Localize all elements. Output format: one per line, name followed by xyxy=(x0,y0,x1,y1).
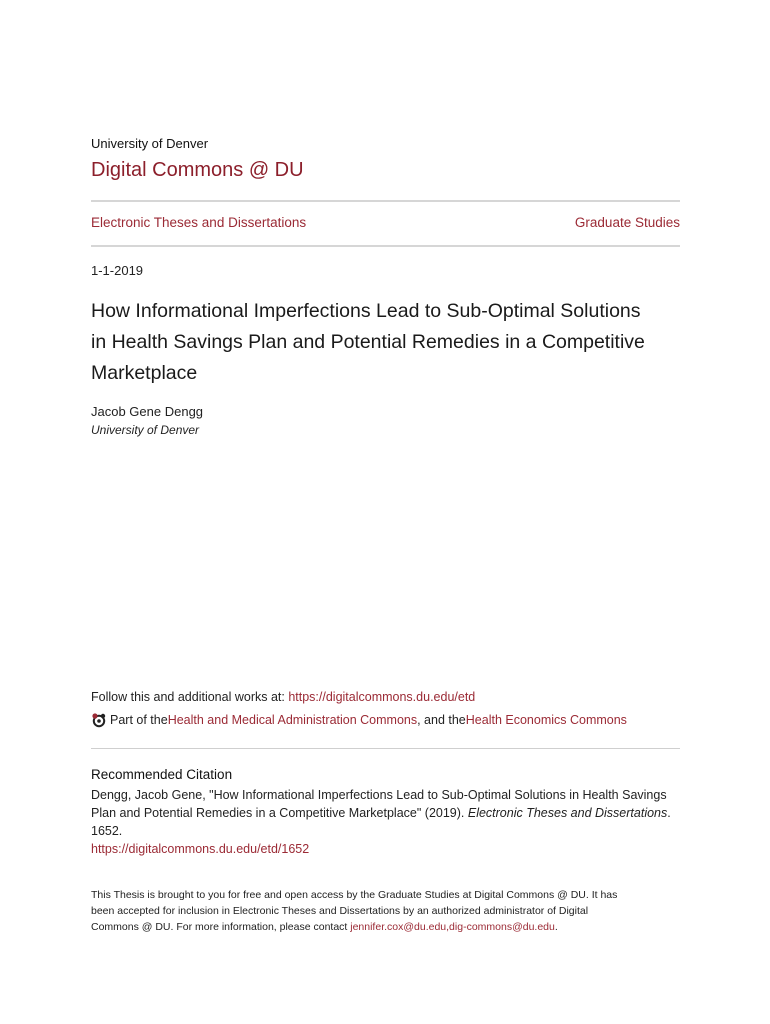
document-title xyxy=(91,296,691,389)
citation-url-link[interactable]: https://digitalcommons.du.edu/etd/1652 xyxy=(91,842,310,856)
follow-text: Follow this and additional works at: xyxy=(91,690,289,704)
author-affiliation: University of Denver xyxy=(91,423,200,437)
part-of-middle: , and the xyxy=(417,713,466,727)
notice-text: Commons @ DU. For more information, please contact xyxy=(91,921,351,933)
access-notice xyxy=(91,887,671,935)
recommended-citation-heading: Recommended Citation xyxy=(91,767,233,782)
citation-divider xyxy=(91,748,680,749)
collection-link-etd[interactable]: Electronic Theses and Dissertations xyxy=(91,215,307,230)
citation-line: Dengg, Jacob Gene, "How Informational Imperfections Lead to Sub-Optimal Solutions in Health Savings xyxy=(91,788,667,802)
notice-line: This Thesis is brought to you for free and open access by the Graduate Studies at Digital Commons @ DU. It has xyxy=(91,889,618,901)
health-medical-admin-commons-link[interactable]: Health and Medical Administration Commons xyxy=(167,713,418,727)
citation-text: Plan and Potential Remedies in a Competitive Marketplace" (2019). xyxy=(91,806,468,820)
follow-line xyxy=(91,690,475,704)
citation-line xyxy=(91,804,681,822)
notice-line xyxy=(91,919,671,935)
author-name: Jacob Gene Dengg xyxy=(91,404,204,419)
collection-link-graduate-studies[interactable]: Graduate Studies xyxy=(574,215,680,230)
part-of-prefix: Part of the xyxy=(110,713,168,727)
collection-divider xyxy=(91,245,680,247)
title-line: How Informational Imperfections Lead to Sub-Optimal Solutions xyxy=(91,300,641,322)
part-of-line xyxy=(91,712,627,728)
network-icon xyxy=(91,712,107,728)
notice-punct: . xyxy=(554,921,558,933)
title-line: in Health Savings Plan and Potential Remedies in a Competitive xyxy=(91,331,645,353)
health-economics-commons-link[interactable]: Health Economics Commons xyxy=(465,713,627,727)
contact-email-link[interactable]: jennifer.cox@du.edu,dig-commons@du.edu xyxy=(350,921,555,933)
citation-punct: . xyxy=(667,806,671,820)
citation-block xyxy=(91,786,681,858)
top-divider xyxy=(91,200,680,202)
institution-name: University of Denver xyxy=(91,136,209,151)
citation-journal: Electronic Theses and Dissertations xyxy=(467,806,668,820)
publication-date: 1-1-2019 xyxy=(91,263,144,278)
follow-url-link[interactable]: https://digitalcommons.du.edu/etd xyxy=(288,690,476,704)
notice-line: been accepted for inclusion in Electronic Theses and Dissertations by an authorized administrator of Digital xyxy=(91,905,589,917)
citation-number: 1652. xyxy=(91,824,123,838)
title-line: Marketplace xyxy=(91,362,198,384)
repository-name[interactable]: Digital Commons @ DU xyxy=(91,159,304,181)
